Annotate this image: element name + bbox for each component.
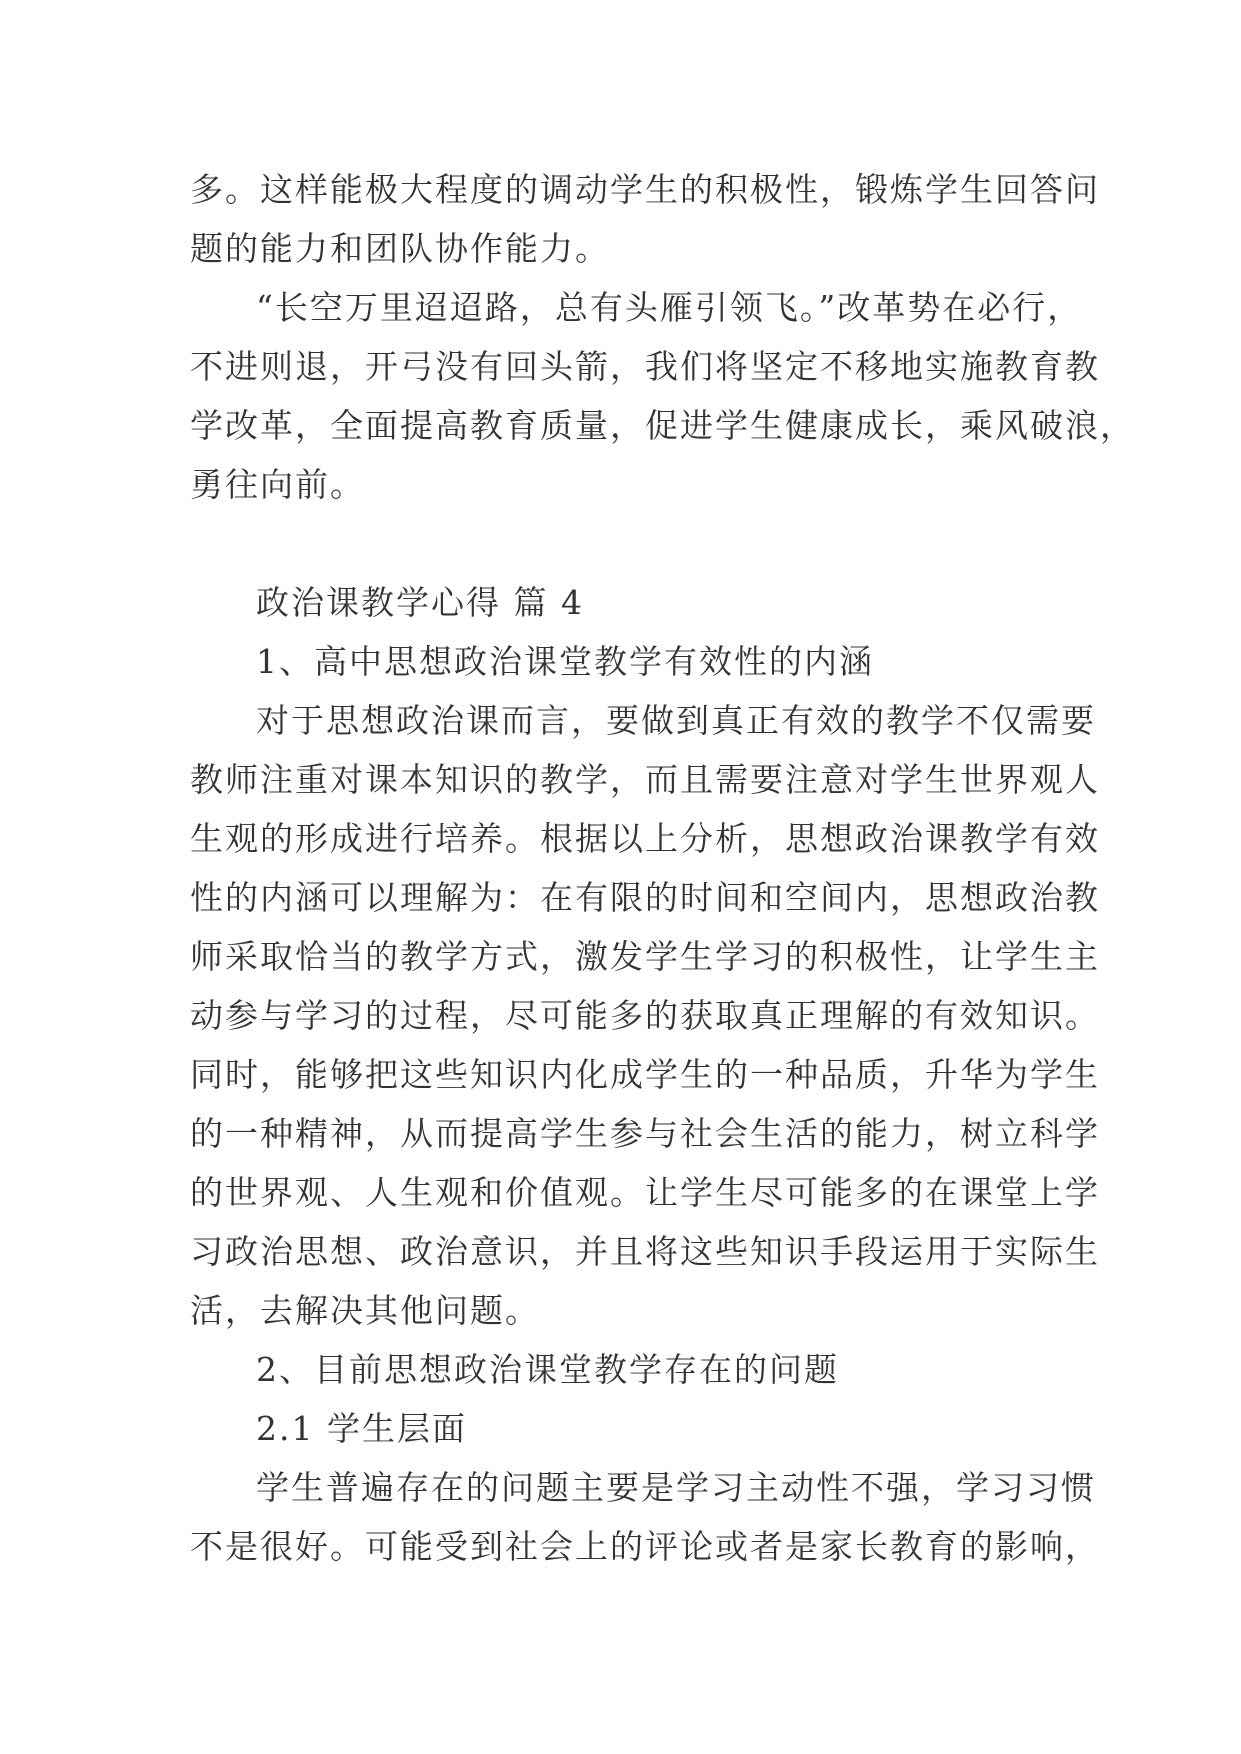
paragraph-line: 同时，能够把这些知识内化成学生的一种品质，升华为学生 — [190, 1055, 1100, 1094]
section-spacer — [190, 514, 1070, 573]
paragraph-line: 生观的形成进行培养。根据以上分析，思想政治课教学有效 — [190, 819, 1100, 858]
paragraph-line: 的一种精神，从而提高学生参与社会生活的能力，树立科学 — [190, 1114, 1100, 1153]
paragraph-line: 不进则退，开弓没有回头箭，我们将坚定不移地实施教育教 — [190, 347, 1100, 386]
section-heading: 2、目前思想政治课堂教学存在的问题 — [256, 1350, 839, 1389]
paragraph-line: 学生普遍存在的问题主要是学习主动性不强，学习习惯 — [256, 1468, 1096, 1507]
paragraph-line: 勇往向前。 — [190, 465, 365, 504]
subsection-heading: 2.1 学生层面 — [256, 1409, 467, 1448]
paragraph-line: 教师注重对课本知识的教学，而且需要注意对学生世界观人 — [190, 760, 1100, 799]
paragraph-line: 学改革，全面提高教育质量，促进学生健康成长，乘风破浪， — [190, 406, 1135, 445]
paragraph-line: 题的能力和团队协作能力。 — [190, 229, 610, 268]
paragraph-line: 的世界观、人生观和价值观。让学生尽可能多的在课堂上学 — [190, 1173, 1100, 1212]
section-heading: 1、高中思想政治课堂教学有效性的内涵 — [256, 642, 874, 681]
paragraph-line: 活，去解决其他问题。 — [190, 1291, 540, 1330]
paragraph-line: 习政治思想、政治意识，并且将这些知识手段运用于实际生 — [190, 1232, 1100, 1271]
section-title: 政治课教学心得 篇 4 — [256, 583, 584, 622]
paragraph-line: 性的内涵可以理解为：在有限的时间和空间内，思想政治教 — [190, 878, 1100, 917]
paragraph-line: 不是很好。可能受到社会上的评论或者是家长教育的影响， — [190, 1527, 1100, 1566]
paragraph-line: 动参与学习的过程，尽可能多的获取真正理解的有效知识。 — [190, 996, 1100, 1035]
paragraph-line: 多。这样能极大程度的调动学生的积极性，锻炼学生回答问 — [190, 170, 1100, 209]
paragraph-line: 对于思想政治课而言，要做到真正有效的教学不仅需要 — [256, 701, 1096, 740]
paragraph-line: “长空万里迢迢路，总有头雁引领飞。”改革势在必行， — [256, 288, 1083, 327]
paragraph-line: 师采取恰当的教学方式，激发学生学习的积极性，让学生主 — [190, 937, 1100, 976]
document-body — [190, 160, 1135, 1576]
